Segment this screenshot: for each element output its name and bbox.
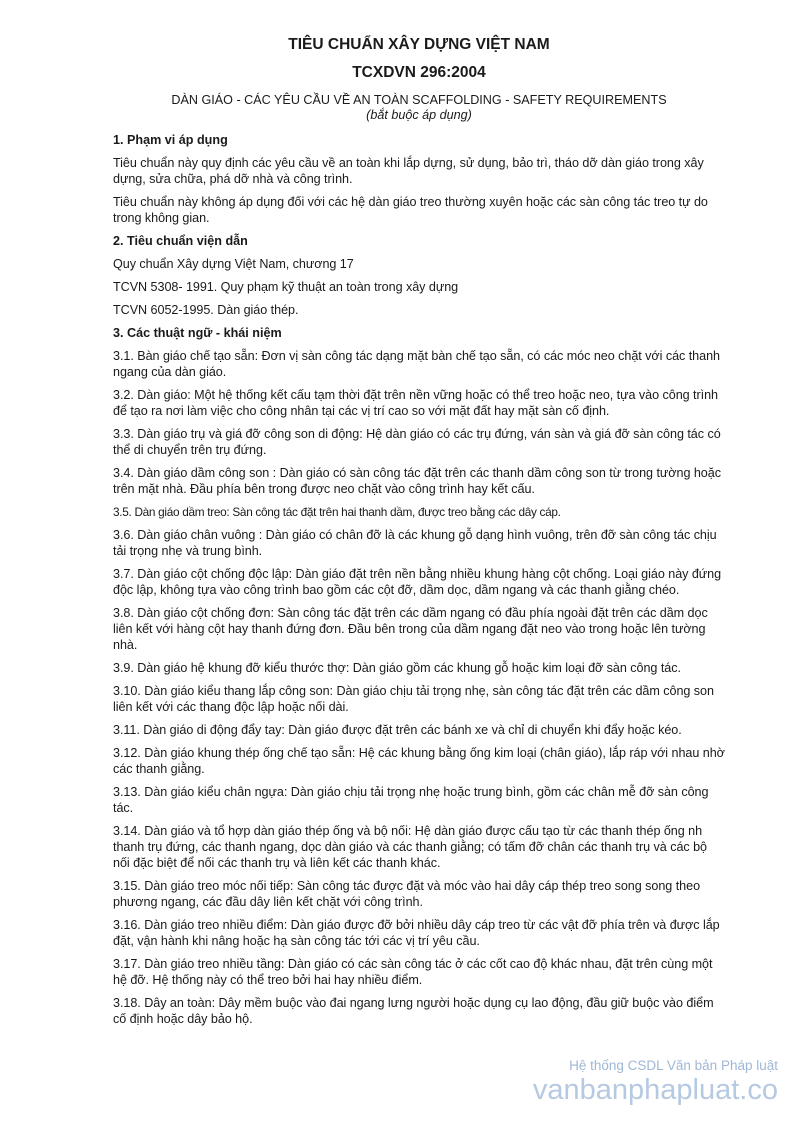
reference-item: Quy chuẩn Xây dựng Việt Nam, chương 17 [113, 257, 354, 271]
definition-item: 3.6. Dàn giáo chân vuông : Dàn giáo có chân đỡ là các khung gỗ dạng hình vuông, trên đỡ sàn công tác chịu tải trọng nhẹ và trung bình. [113, 528, 717, 558]
definition-item: 3.10. Dàn giáo kiểu thang lắp công son: Dàn giáo chịu tải trọng nhẹ, sàn công tác đặt trên các dầm công son liên kết với các thang độc lập hoặc nối dài. [113, 684, 714, 714]
document-title: TIÊU CHUẨN XÂY DỰNG VIỆT NAM [288, 36, 550, 53]
reference-item: TCVN 6052-1995. Dàn giáo thép. [113, 303, 299, 317]
definition-item: 3.2. Dàn giáo: Một hệ thống kết cấu tạm thời đặt trên nền vững hoặc có thể treo hoặc neo, tựa vào công trình để tạo ra nơi làm việc cho công nhân tại các vị trí cao so với mặt đất hay mặt sàn cố định. [113, 388, 719, 418]
definition-item: 3.13. Dàn giáo kiểu chân ngựa: Dàn giáo chịu tải trọng nhẹ hoặc trung bình, gồm các chân mễ đỡ sàn công tác. [113, 785, 709, 815]
section-2-heading: 2. Tiêu chuẩn viện dẫn [113, 234, 248, 248]
definition-item: 3.14. Dàn giáo và tổ hợp dàn giáo thép ống và bộ nối: Hệ dàn giáo được cấu tạo từ các thanh thép ống nh thanh trụ đứng, các thanh ngang, dọc dàn giáo và các thanh giằng; có tấm đỡ chân các thanh trụ và các bộ nối đặc biệt để nối các thanh trụ và liên kết các thanh khác. [113, 824, 708, 870]
definition-item: 3.3. Dàn giáo trụ và giá đỡ công son di động: Hệ dàn giáo có các trụ đứng, ván sàn và giá đỡ sàn công tác có thể di chuyển trên trụ đứng. [113, 427, 721, 457]
definition-item: 3.11. Dàn giáo di động đẩy tay: Dàn giáo được đặt trên các bánh xe và chỉ di chuyển khi đẩy hoặc kéo. [113, 723, 682, 737]
definition-item: 3.1. Bàn giáo chế tạo sẵn: Đơn vị sàn công tác dạng mặt bàn chế tạo sẵn, có các móc neo chặt với các thanh ngang của dàn giáo. [113, 349, 720, 379]
watermark-tagline: Hệ thống CSDL Văn bản Pháp luật [569, 1058, 778, 1073]
definition-item: 3.9. Dàn giáo hệ khung đỡ kiểu thước thợ: Dàn giáo gồm các khung gỗ hoặc kim loại đỡ sàn công tác. [113, 661, 681, 675]
section-1-paragraph: Tiêu chuẩn này không áp dụng đối với các hệ dàn giáo treo thường xuyên hoặc các sàn công tác treo tự do trong không gian. [113, 195, 708, 225]
definition-item: 3.16. Dàn giáo treo nhiều điểm: Dàn giáo được đỡ bởi nhiều dây cáp treo từ các vật đỡ phía trên và được lắp đặt, vận hành khi nâng hoặc hạ sàn công tác tới các vị trí yêu cầu. [113, 918, 720, 948]
definition-item: 3.15. Dàn giáo treo móc nối tiếp: Sàn công tác được đặt và móc vào hai dây cáp thép treo song song theo phương ngang, các đầu dây liên kết chặt với công trình. [113, 879, 701, 909]
reference-item: TCVN 5308- 1991. Quy phạm kỹ thuật an toàn trong xây dựng [113, 280, 459, 294]
definition-item: 3.4. Dàn giáo dầm công son : Dàn giáo có sàn công tác đặt trên các thanh dầm công son từ trong tường hoặc trên mặt nhà. Đầu phía bên trong được neo chặt vào công trình hay kết cấu. [113, 466, 721, 496]
document-subtitle: DÀN GIÁO - CÁC YÊU CẦU VỀ AN TOÀN SCAFFOLDING - SAFETY REQUIREMENTS [171, 93, 667, 107]
section-1-paragraph: Tiêu chuẩn này quy định các yêu cầu về an toàn khi lắp dựng, sử dụng, bảo trì, tháo dỡ dàn giáo trong xây dựng, sửa chữa, phá dỡ nhà và công trình. [113, 156, 704, 186]
definition-item: 3.8. Dàn giáo cột chống đơn: Sàn công tác đặt trên các dầm ngang có đầu phía ngoài đặt trên các dầm dọc liên kết với hàng cột hay thanh đứng đơn. Đầu bên trong của dầm ngang đặt neo vào trong hoặc lên tường nhà. [113, 606, 708, 652]
section-1-heading: 1. Phạm vi áp dụng [113, 133, 228, 147]
document-content [113, 36, 725, 1034]
standard-code: TCXDVN 296:2004 [352, 64, 486, 81]
section-3-heading: 3. Các thuật ngữ - khái niệm [113, 326, 282, 340]
definition-item: 3.12. Dàn giáo khung thép ống chế tạo sẵn: Hệ các khung bằng ống kim loại (chân giáo), lắp ráp với nhau nhờ các thanh giằng. [113, 746, 725, 776]
site-watermark [533, 1058, 778, 1106]
definition-item: 3.7. Dàn giáo cột chống độc lập: Dàn giáo đặt trên nền bằng nhiều khung hàng cột chống. Loại giáo này đứng độc lập, không tựa vào công trình bao gồm các cột đỡ, dầm dọc, dầm ngang và các thanh giằng chéo. [113, 567, 722, 597]
definition-item: 3.18. Dây an toàn: Dây mềm buộc vào đai ngang lưng người hoặc dụng cụ lao động, đầu giữ buộc vào điểm cố định hoặc dây bảo hộ. [113, 996, 714, 1026]
mandatory-note: (bắt buộc áp dụng) [366, 108, 472, 122]
definition-item: 3.5. Dàn giáo dầm treo: Sàn công tác đặt trên hai thanh dầm, được treo bằng các dây cáp. [113, 505, 561, 519]
definition-item: 3.17. Dàn giáo treo nhiều tầng: Dàn giáo có các sàn công tác ở các cốt cao độ khác nhau, đặt trên cùng một hệ đỡ. Hệ thống này có thể treo bởi hai hay nhiều điểm. [113, 957, 713, 987]
watermark-domain: vanbanphapluat.co [532, 1074, 778, 1106]
